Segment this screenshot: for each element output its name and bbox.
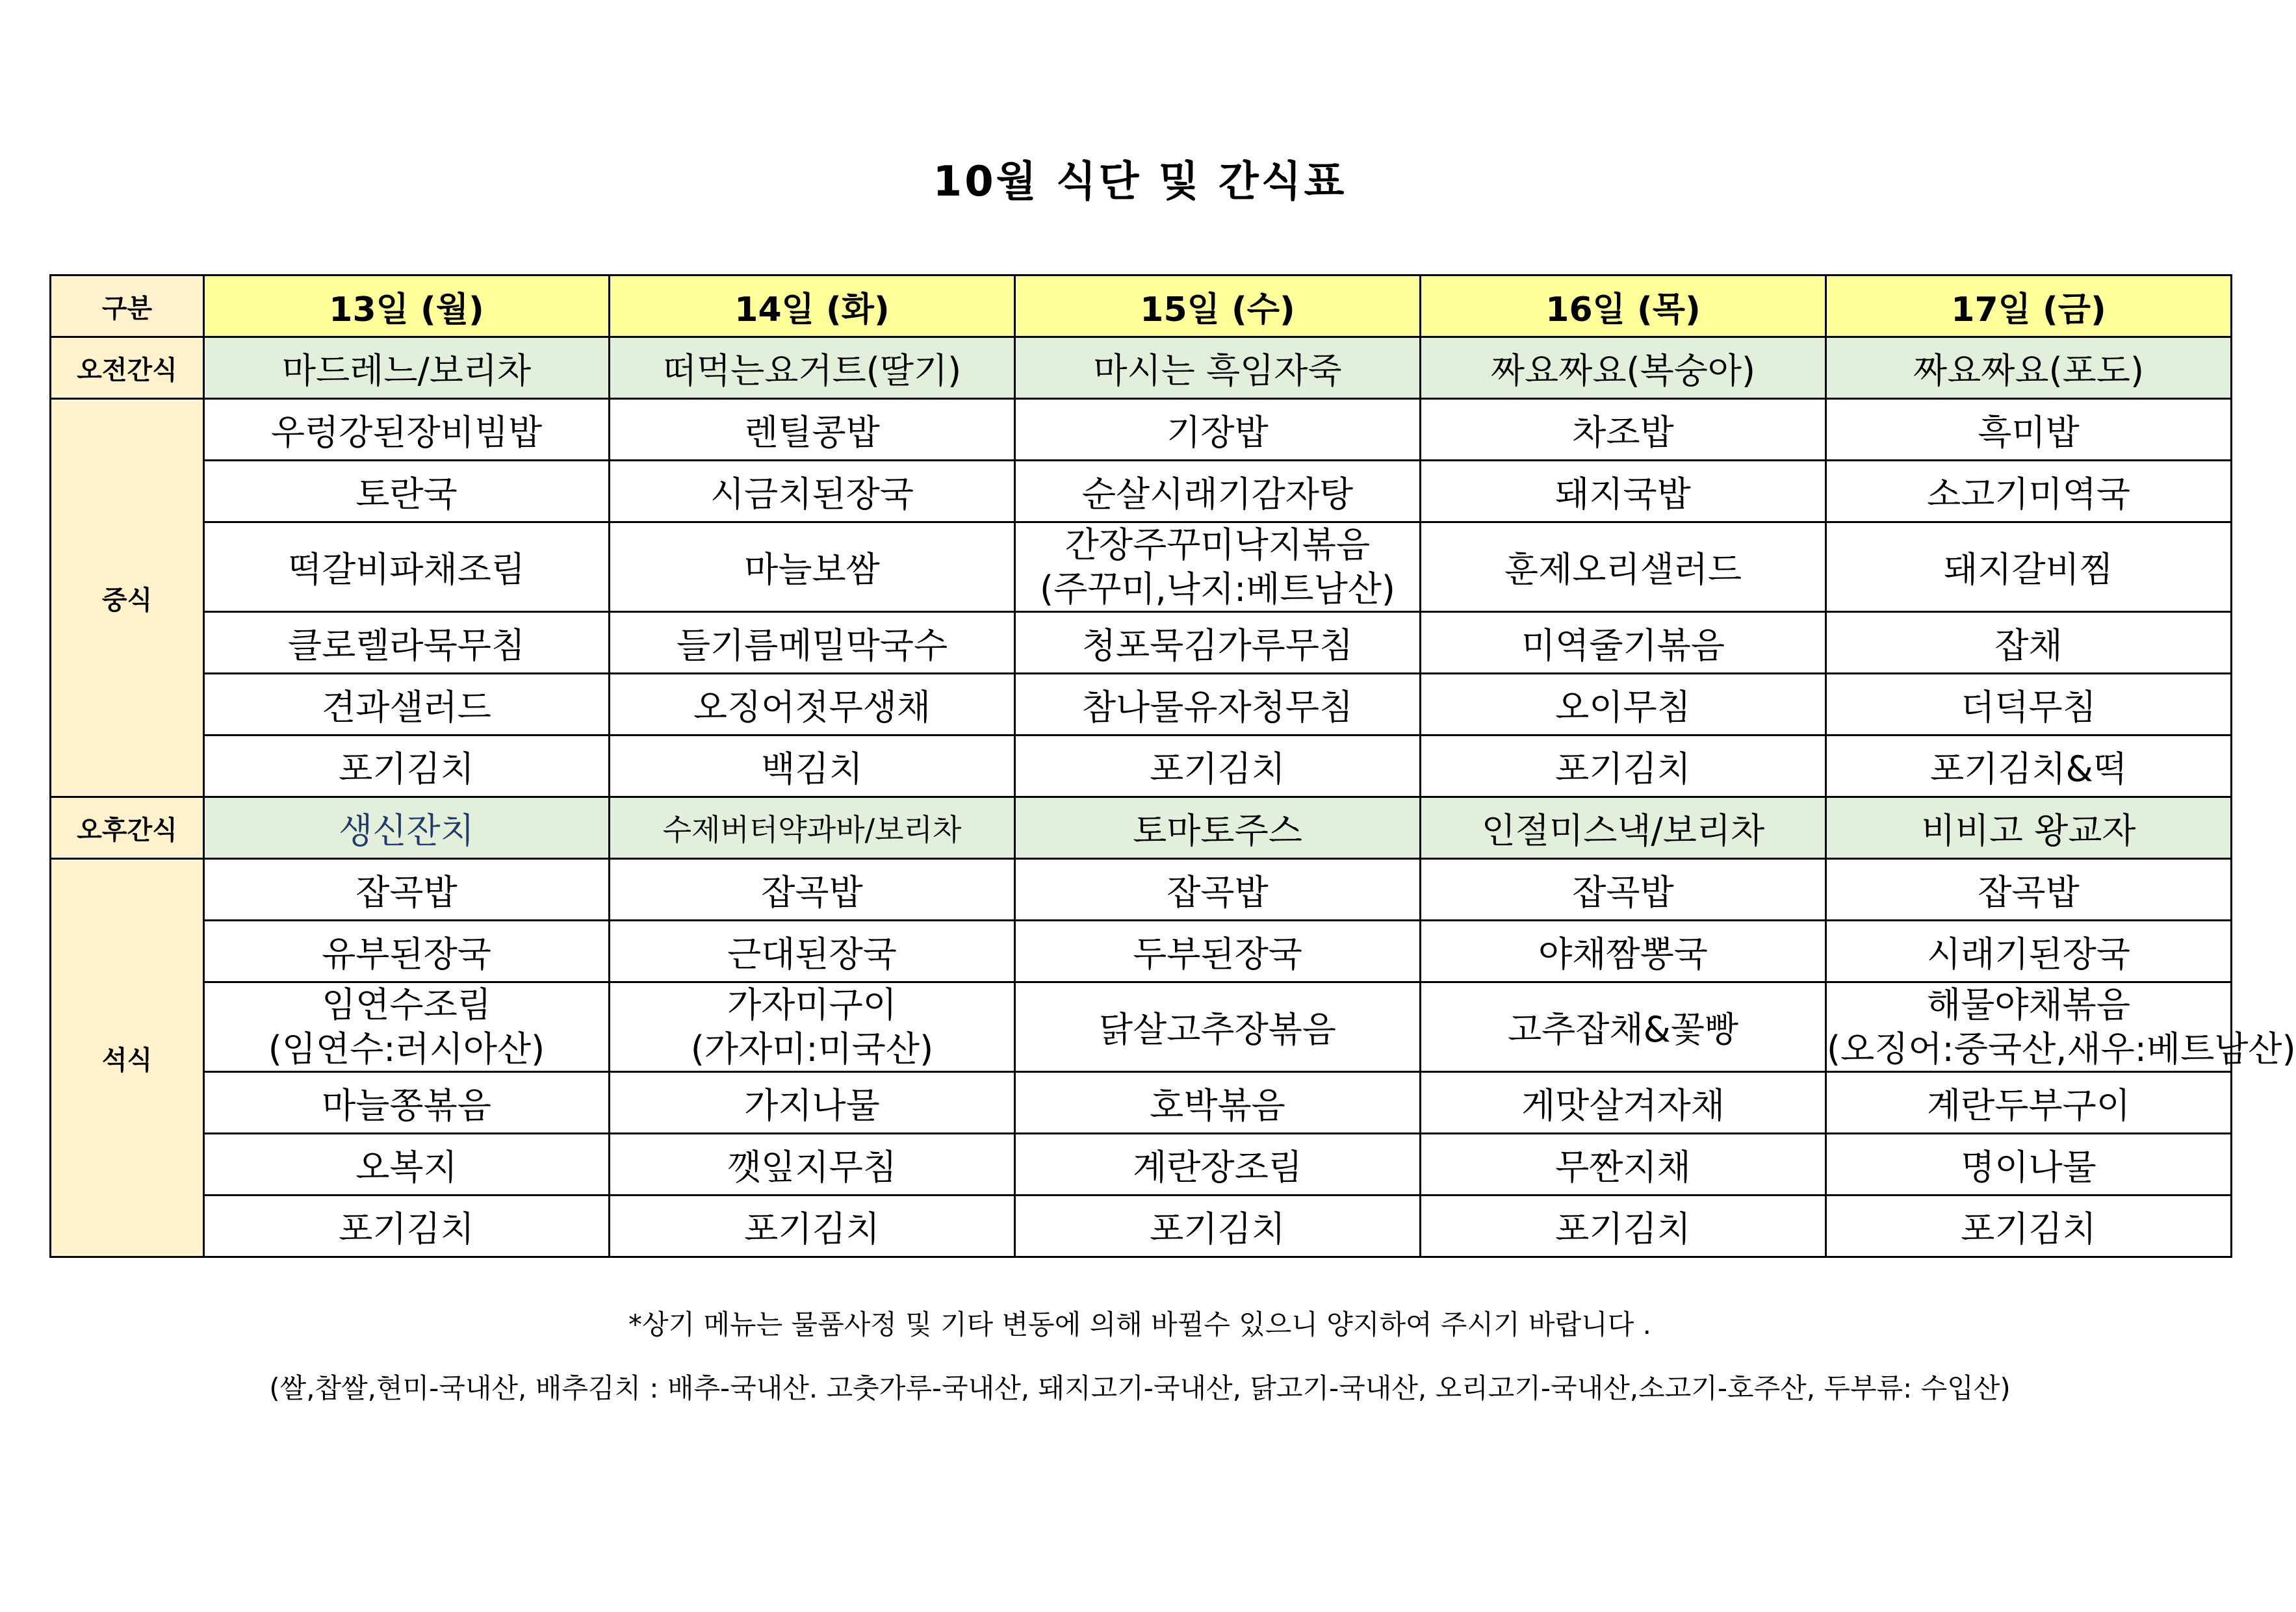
menu-cell: 잡곡밥 (1421, 859, 1826, 921)
menu-cell: 잡곡밥 (610, 859, 1015, 921)
menu-cell: 마드레느/보리차 (204, 337, 610, 399)
menu-cell: 잡곡밥 (204, 859, 610, 921)
menu-cell: 떡갈비파채조림 (204, 522, 610, 612)
menu-cell: 포기김치 (1015, 736, 1421, 797)
menu-cell: 명이나물 (1826, 1134, 2232, 1196)
menu-cell: 고추잡채&꽃빵 (1421, 982, 1826, 1072)
menu-cell: 포기김치 (204, 736, 610, 797)
menu-cell: 포기김치 (1826, 1196, 2232, 1257)
menu-cell: 청포묵김가루무침 (1015, 612, 1421, 674)
menu-cell: 토란국 (204, 461, 610, 522)
menu-item-name: 해물야채볶음 (1927, 984, 2130, 1025)
menu-cell: 순살시래기감자탕 (1015, 461, 1421, 522)
day-header: 17일 (금) (1826, 275, 2232, 337)
menu-cell: 견과샐러드 (204, 674, 610, 736)
menu-cell: 생신잔치 (204, 797, 610, 859)
menu-cell: 인절미스낵/보리차 (1421, 797, 1826, 859)
category-header: 구분 (51, 275, 204, 337)
category-label-afternoon-snack: 오후간식 (51, 797, 204, 859)
menu-cell: 포기김치 (204, 1196, 610, 1257)
dinner-row (51, 1134, 2232, 1196)
menu-cell: 잡곡밥 (1826, 859, 2232, 921)
menu-cell: 닭살고추장볶음 (1015, 982, 1421, 1072)
menu-cell: 깻잎지무침 (610, 1134, 1015, 1196)
lunch-row (51, 612, 2232, 674)
menu-cell: 수제버터약과바/보리차 (610, 797, 1015, 859)
origin-note: (주꾸미,낙지:베트남산) (1040, 568, 1395, 609)
menu-item-name: 임연수조림 (322, 984, 491, 1025)
menu-cell: 백김치 (610, 736, 1015, 797)
menu-item-name: 가자미구이 (727, 984, 897, 1025)
lunch-row (51, 461, 2232, 522)
menu-cell: 비비고 왕교자 (1826, 797, 2232, 859)
menu-cell: 오복지 (204, 1134, 610, 1196)
origin-notice: (쌀,찹쌀,현미-국내산, 배추김치 : 배추-국내산. 고춧가루-국내산, 돼지고기-국내산, 닭고기-국내산, 오리고기-국내산,소고기-호주산, 두부류: 수입산) (269, 1372, 2011, 1404)
menu-cell: 시금치된장국 (610, 461, 1015, 522)
menu-cell: 돼지갈비찜 (1826, 522, 2232, 612)
menu-cell: 돼지국밥 (1421, 461, 1826, 522)
menu-cell: 유부된장국 (204, 921, 610, 982)
menu-cell: 잡채 (1826, 612, 2232, 674)
menu-cell: 게맛살겨자채 (1421, 1072, 1826, 1134)
menu-item-name: 간장주꾸미낙지볶음 (1064, 524, 1371, 565)
menu-cell: 두부된장국 (1015, 921, 1421, 982)
meal-table (49, 274, 2296, 1258)
day-header: 16일 (목) (1421, 275, 1826, 337)
menu-cell: 포기김치 (1421, 1196, 1826, 1257)
menu-cell: 기장밥 (1015, 399, 1421, 461)
afternoon-snack-row (51, 797, 2232, 859)
menu-cell: 가지나물 (610, 1072, 1015, 1134)
day-header: 13일 (월) (204, 275, 610, 337)
menu-cell: 오이무침 (1421, 674, 1826, 736)
menu-cell-with-origin (610, 982, 1015, 1072)
menu-cell: 떠먹는요거트(딸기) (610, 337, 1015, 399)
menu-cell: 야채짬뽕국 (1421, 921, 1826, 982)
menu-cell: 시래기된장국 (1826, 921, 2232, 982)
menu-cell: 훈제오리샐러드 (1421, 522, 1826, 612)
header-row (51, 275, 2232, 337)
menu-cell: 흑미밥 (1826, 399, 2232, 461)
category-label-morning-snack: 오전간식 (51, 337, 204, 399)
menu-cell: 마늘쫑볶음 (204, 1072, 610, 1134)
menu-cell: 클로렐라묵무침 (204, 612, 610, 674)
morning-snack-row (51, 337, 2232, 399)
menu-cell: 짜요짜요(복숭아) (1421, 337, 1826, 399)
menu-cell: 포기김치 (1421, 736, 1826, 797)
origin-note: (오징어:중국산,새우:베트남산) (1827, 1028, 2296, 1069)
origin-note: (임연수:러시아산) (268, 1028, 545, 1069)
day-header: 14일 (화) (610, 275, 1015, 337)
day-header: 15일 (수) (1015, 275, 1421, 337)
menu-cell: 렌틸콩밥 (610, 399, 1015, 461)
menu-change-notice: *상기 메뉴는 물품사정 및 기타 변동에 의해 바뀔수 있으니 양지하여 주시기 바랍니다 . (628, 1309, 1651, 1340)
dinner-row (51, 1196, 2232, 1257)
lunch-row (51, 736, 2232, 797)
menu-cell: 차조밥 (1421, 399, 1826, 461)
menu-cell: 무짠지채 (1421, 1134, 1826, 1196)
menu-cell: 포기김치 (610, 1196, 1015, 1257)
menu-cell: 근대된장국 (610, 921, 1015, 982)
menu-cell: 잡곡밥 (1015, 859, 1421, 921)
lunch-row (51, 522, 2232, 612)
origin-note: (가자미:미국산) (690, 1028, 934, 1069)
dinner-row (51, 921, 2232, 982)
menu-cell: 계란장조림 (1015, 1134, 1421, 1196)
menu-cell: 더덕무침 (1826, 674, 2232, 736)
page-title: 10월 식단 및 간식표 (933, 158, 1347, 206)
category-label-dinner: 석식 (51, 859, 204, 1257)
menu-cell: 우렁강된장비빔밥 (204, 399, 610, 461)
menu-cell: 계란두부구이 (1826, 1072, 2232, 1134)
menu-cell-with-origin (1826, 982, 2296, 1072)
dinner-row (51, 982, 2232, 1072)
dinner-row (51, 1072, 2232, 1134)
category-label-lunch: 중식 (51, 399, 204, 797)
menu-cell: 미역줄기볶음 (1421, 612, 1826, 674)
menu-cell: 들기름메밀막국수 (610, 612, 1015, 674)
menu-cell: 짜요짜요(포도) (1826, 337, 2232, 399)
menu-cell-with-origin (1015, 522, 1421, 612)
menu-cell: 포기김치&떡 (1826, 736, 2232, 797)
menu-cell: 토마토주스 (1015, 797, 1421, 859)
menu-cell: 마시는 흑임자죽 (1015, 337, 1421, 399)
menu-cell: 호박볶음 (1015, 1072, 1421, 1134)
dinner-row (51, 859, 2232, 921)
menu-cell: 소고기미역국 (1826, 461, 2232, 522)
menu-cell: 오징어젓무생채 (610, 674, 1015, 736)
lunch-row (51, 399, 2232, 461)
menu-cell: 마늘보쌈 (610, 522, 1015, 612)
menu-cell: 참나물유자청무침 (1015, 674, 1421, 736)
lunch-row (51, 674, 2232, 736)
menu-cell-with-origin (204, 982, 610, 1072)
menu-cell: 포기김치 (1015, 1196, 1421, 1257)
